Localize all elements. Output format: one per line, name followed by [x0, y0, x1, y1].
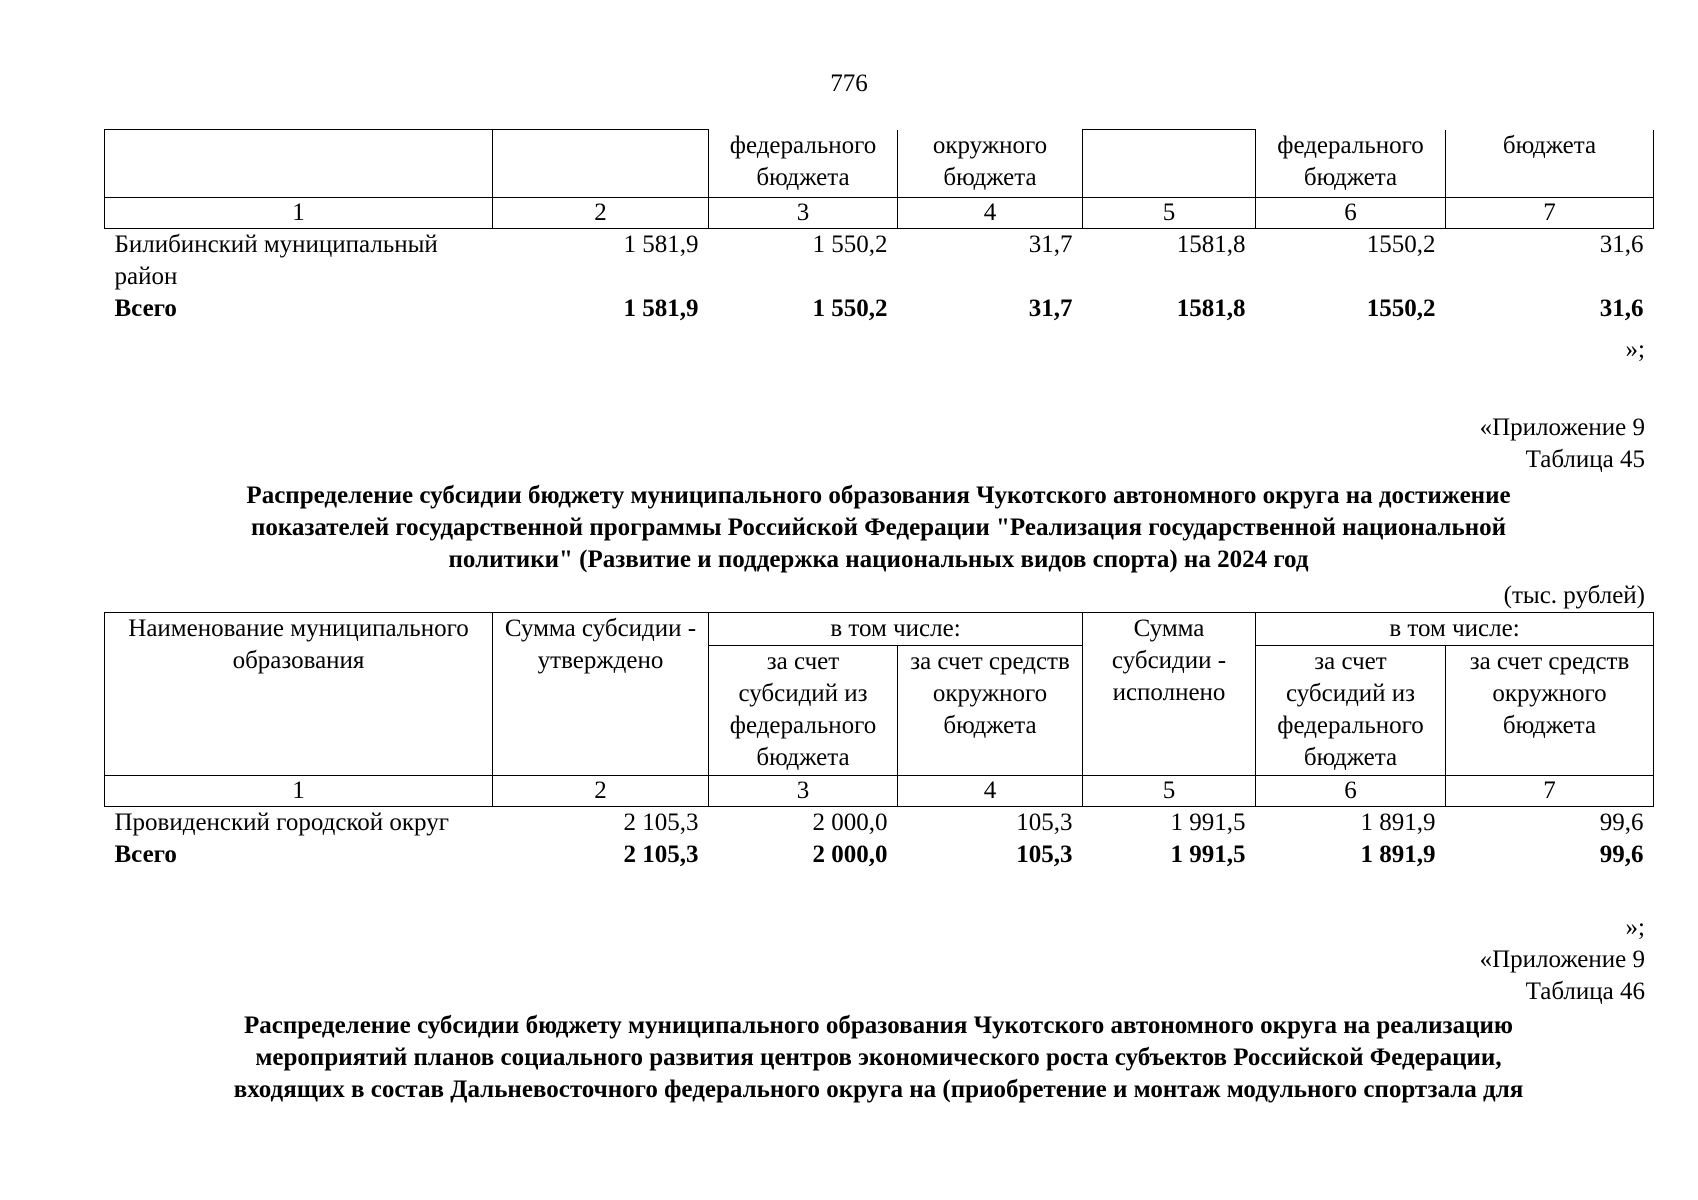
- subsidy-table-45: [104, 612, 1654, 871]
- prev-header-fragment: федерального бюджета: [709, 130, 898, 198]
- value-cell: 1581,8: [1176, 231, 1246, 258]
- column-number: 4: [898, 776, 1083, 807]
- table-row: [105, 229, 1654, 294]
- total-value: 1 550,2: [812, 295, 888, 322]
- total-value: 2 105,3: [623, 841, 699, 868]
- value-cell: 105,3: [1016, 809, 1073, 836]
- value-cell: 99,6: [1599, 809, 1644, 836]
- total-value: 105,3: [1016, 841, 1073, 868]
- total-value: 31,7: [1028, 295, 1073, 322]
- total-row: [105, 293, 1654, 325]
- previous-table: [104, 129, 1654, 325]
- header-federal: за счет субсидий из федерального бюджета: [1256, 646, 1446, 776]
- value-cell: 1 991,5: [1170, 809, 1246, 836]
- header-including: в том числе:: [709, 613, 1083, 646]
- table-row: [105, 807, 1654, 840]
- column-number: 5: [1083, 198, 1256, 229]
- header-approved: Сумма субсидии - утверждено: [493, 613, 709, 776]
- column-number: 3: [709, 776, 898, 807]
- value-cell: 2 000,0: [812, 809, 888, 836]
- column-number-row: [105, 198, 1654, 229]
- units-label: (тыс. рублей): [1503, 582, 1645, 609]
- header-including: в том числе:: [1256, 613, 1654, 646]
- appendix-label: «Приложение 9: [1479, 414, 1645, 441]
- column-number: 2: [493, 198, 709, 229]
- prev-header-fragment: федерального бюджета: [1256, 130, 1446, 198]
- title-line: политики" (Развитие и поддержка национальных видов спорта) на 2024 год: [448, 546, 1309, 573]
- column-number: 1: [105, 198, 493, 229]
- column-number: 2: [493, 776, 709, 807]
- prev-header-fragment: [105, 130, 493, 198]
- total-value: 1550,2: [1366, 295, 1436, 322]
- column-number-row: [105, 776, 1654, 807]
- column-number: 1: [105, 776, 493, 807]
- total-value: 99,6: [1599, 841, 1644, 868]
- municipality-name: Билибинский муниципальный район: [114, 231, 438, 290]
- appendix-label: «Приложение 9: [1479, 946, 1645, 973]
- closing-quote: »;: [1625, 336, 1645, 363]
- table-label: Таблица 45: [1525, 446, 1645, 473]
- value-cell: 2 105,3: [623, 809, 699, 836]
- total-value: 2 000,0: [812, 841, 888, 868]
- total-label: Всего: [114, 295, 177, 322]
- header-okrug: за счет средств окружного бюджета: [898, 646, 1083, 776]
- prev-header-fragment: [1083, 130, 1256, 198]
- value-cell: 31,7: [1028, 231, 1073, 258]
- column-number: 6: [1256, 776, 1446, 807]
- total-value: 1 891,9: [1360, 841, 1436, 868]
- column-number: 7: [1446, 776, 1654, 807]
- section-title: [104, 480, 1653, 576]
- header-okrug: за счет средств окружного бюджета: [1446, 646, 1654, 776]
- section-title: [104, 1010, 1653, 1106]
- total-value: 1581,8: [1176, 295, 1246, 322]
- column-number: 6: [1256, 198, 1446, 229]
- value-cell: 1550,2: [1366, 231, 1436, 258]
- prev-header-fragment: [493, 130, 709, 198]
- table-label: Таблица 46: [1525, 978, 1645, 1005]
- value-cell: 31,6: [1599, 231, 1644, 258]
- page-number: 776: [830, 70, 868, 97]
- value-cell: 1 550,2: [812, 231, 888, 258]
- column-number: 5: [1083, 776, 1256, 807]
- total-value: 1 991,5: [1170, 841, 1246, 868]
- header-name: Наименование муниципального образования: [105, 613, 493, 776]
- prev-header-fragment: бюджета: [1446, 130, 1654, 198]
- title-line: входящих в состав Дальневосточного федерального округа на (приобретение и монтаж модульного спортзала для: [233, 1076, 1524, 1103]
- title-line: мероприятий планов социального развития центров экономического роста субъектов Российской Федерации,: [255, 1044, 1502, 1071]
- value-cell: 1 581,9: [623, 231, 699, 258]
- header-federal: за счет субсидий из федерального бюджета: [709, 646, 898, 776]
- column-number: 4: [898, 198, 1083, 229]
- column-number: 7: [1446, 198, 1654, 229]
- column-number: 3: [709, 198, 898, 229]
- closing-quote: »;: [1625, 914, 1645, 941]
- municipality-name: Провиденский городской округ: [114, 809, 449, 836]
- title-line: показателей государственной программы Российской Федерации "Реализация государственной национальной: [250, 514, 1507, 541]
- total-value: 1 581,9: [623, 295, 699, 322]
- title-line: Распределение субсидии бюджету муниципального образования Чукотского автономного округа на достижение: [246, 482, 1511, 509]
- value-cell: 1 891,9: [1360, 809, 1436, 836]
- total-row: [105, 839, 1654, 871]
- title-line: Распределение субсидии бюджету муниципального образования Чукотского автономного округа на реализацию: [243, 1012, 1514, 1039]
- header-executed: Сумма субсидии - исполнено: [1083, 613, 1256, 776]
- prev-header-fragment: окружного бюджета: [898, 130, 1083, 198]
- total-label: Всего: [114, 841, 177, 868]
- total-value: 31,6: [1599, 295, 1644, 322]
